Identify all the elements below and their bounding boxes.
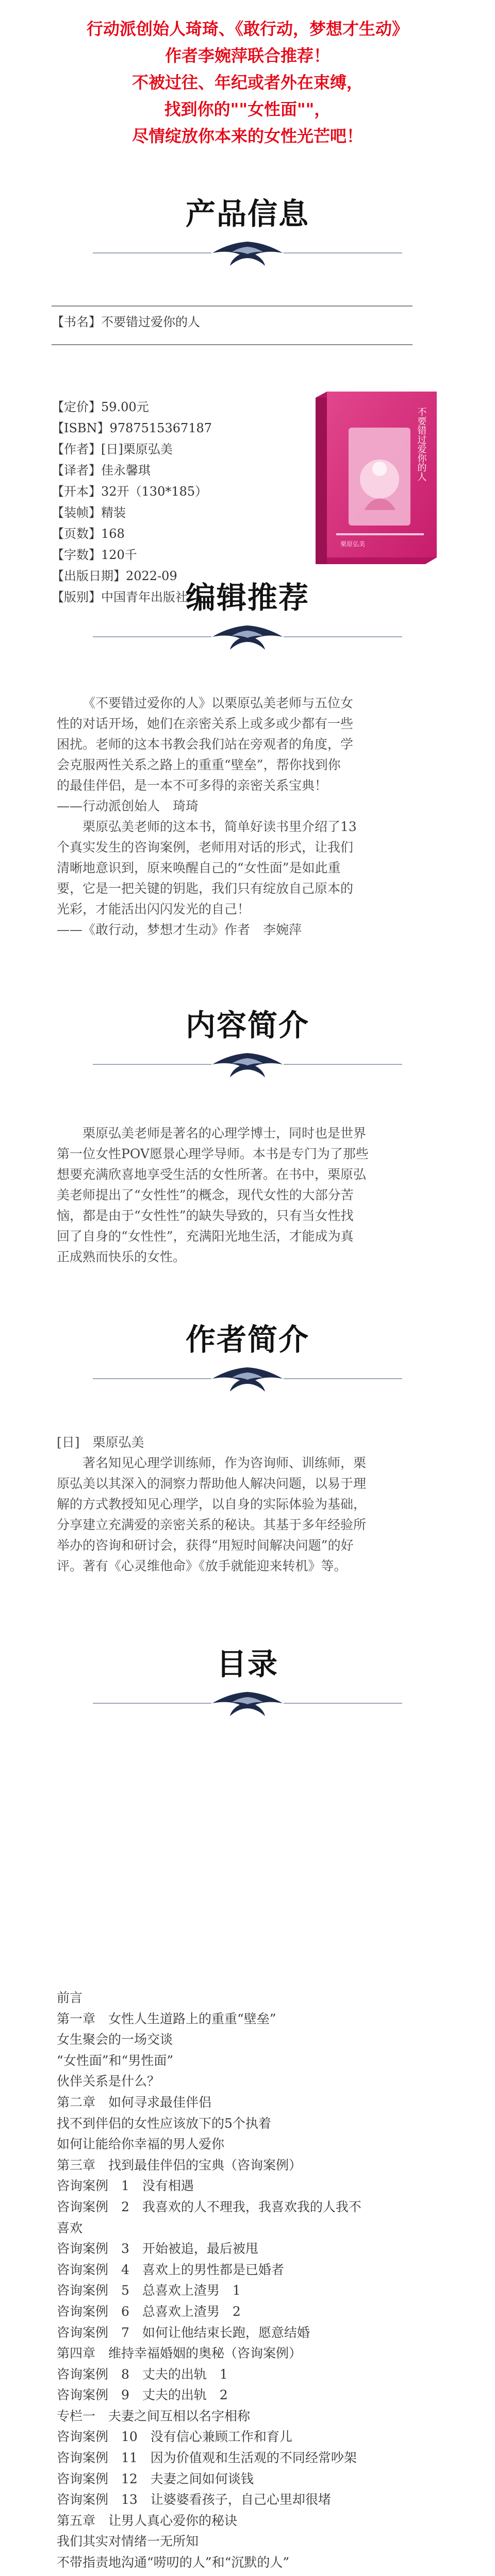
info-row-date: 【出版日期】2022-09 <box>52 569 177 583</box>
toc-item: 第四章 维持幸福婚姻的奥秘（咨询案例） <box>57 2346 302 2361</box>
toc-item: 伙伴关系是什么？ <box>57 2074 160 2089</box>
info-row-binding: 【装帧】精装 <box>52 505 126 520</box>
para-line: 会克服两性关系之路上的重重“壁垒”，帮你找到你 <box>57 757 341 772</box>
toc-item: 第五章 让男人真心爱你的秘诀 <box>57 2513 238 2528</box>
para-line: [日] 栗原弘美 <box>57 1435 144 1450</box>
info-row-publisher: 【版别】中国青年出版社 <box>52 590 188 604</box>
para-line: 第一位女性POV愿景心理学导师。本书是专门为了那些 <box>57 1146 369 1161</box>
section-product-info <box>0 193 495 268</box>
para-line: 想要充满欣喜地享受生活的女性所著。在书中，栗原弘 <box>57 1167 367 1182</box>
author-text <box>57 1432 438 1577</box>
para-line: 栗原弘美老师的这本书，简单好读书里介绍了13 <box>82 819 357 834</box>
section-author <box>0 1319 495 1394</box>
toc-item: 第二章 如何寻求最佳伴侣 <box>57 2094 212 2110</box>
info-row-author: 【作者】[日]栗原弘美 <box>52 442 173 456</box>
wing-divider-icon <box>93 621 402 652</box>
toc-item: 咨询案例 3 开始被追，最后被甩 <box>57 2241 258 2257</box>
book-cover-image <box>316 392 437 564</box>
toc-item: 咨询案例 8 丈夫的出轨 1 <box>57 2366 228 2382</box>
para-line: 评。著有《心灵维他命》《放手就能迎来转机》等。 <box>57 1558 347 1573</box>
summary-text <box>57 1123 438 1267</box>
toc-item: 如何让能给你幸福的男人爱你 <box>57 2137 225 2152</box>
para-line: 个真实发生的咨询案例，老师用对话的形式，让我们 <box>57 840 354 855</box>
para-line: 要，它是一把关键的钥匙，我们只有绽放自己原本的 <box>57 881 354 896</box>
wing-divider-icon <box>93 238 402 268</box>
cover-title: 不要错过爱你的人 <box>416 407 427 481</box>
toc-item: 女生聚会的一场交谈 <box>57 2032 173 2047</box>
wing-divider-icon <box>93 1363 402 1394</box>
info-row-format: 【开本】32开（130*185） <box>52 484 208 499</box>
section-title: 产品信息 <box>185 196 309 231</box>
section-editor-rec <box>0 577 495 652</box>
para-line: 著名知见心理学训练师，作为咨询师、训练师，栗 <box>82 1455 367 1470</box>
info-row-isbn: 【ISBN】9787515367187 <box>52 421 212 435</box>
para-line: 《不要错过爱你的人》以栗原弘美老师与五位女 <box>82 696 354 710</box>
toc-item <box>57 2573 449 2576</box>
toc-list <box>57 1988 449 2576</box>
cover-author: 栗原弘美 <box>340 540 366 548</box>
toc-item: 咨询案例 11 因为价值观和生活观的不同经常吵架 <box>57 2450 357 2466</box>
toc-item: 找不到伴侣的女性应该放下的5个执着 <box>57 2115 271 2131</box>
toc-item: 咨询案例 6 总喜欢上渣男 2 <box>57 2303 241 2319</box>
section-title: 编辑推荐 <box>185 580 309 615</box>
toc-item: 咨询案例 10 没有信心兼顾工作和育儿 <box>57 2429 292 2445</box>
toc-item: 咨询案例 1 没有相遇 <box>57 2178 194 2194</box>
banner-line-1: 行动派创始人琦琦、《敢行动，梦想才生动》 <box>86 19 408 39</box>
section-title: 内容简介 <box>185 1008 309 1043</box>
para-line: 栗原弘美老师是著名的心理学博士，同时也是世界 <box>82 1126 367 1141</box>
para-line: 恼，都是由于“女性性”的缺失导致的，只有当女性找 <box>57 1208 354 1223</box>
toc-item: 咨询案例 13 让婆婆看孩子，自己心里却很堵 <box>57 2492 331 2507</box>
para-line: 分享建立充满爱的亲密关系的秘诀。其基于多年经验所 <box>57 1517 367 1532</box>
info-row-words: 【字数】120千 <box>52 548 137 562</box>
banner-line-3: 不被过往、年纪或者外在束缚， <box>131 73 363 92</box>
section-title: 目录 <box>216 1647 278 1682</box>
toc-item: 咨询案例 12 夫妻之间如何谈钱 <box>57 2471 254 2486</box>
info-row-price: 【定价】59.00元 <box>52 400 149 414</box>
toc-item: 第三章 找到最佳伴侣的宝典（咨询案例） <box>57 2157 302 2173</box>
toc-item: 第一章 女性人生道路上的重重“壁垒” <box>57 2011 276 2026</box>
para-line: 回了自身的“女性性”，充满阳光地生活，才能成为真 <box>57 1229 354 1244</box>
banner-line-2: 作者李婉萍联合推荐！ <box>164 46 330 65</box>
section-title: 作者简介 <box>185 1322 309 1357</box>
toc-item: 咨询案例 2 我喜欢的人不理我，我喜欢我的人我不 <box>57 2199 361 2214</box>
wing-divider-icon <box>93 1049 402 1080</box>
toc-item: 我们其实对情绪一无所知 <box>57 2534 199 2549</box>
banner-line-4: 找到你的""女性面""， <box>164 99 331 119</box>
book-title-row: 【书名】不要错过爱你的人 <box>52 315 200 329</box>
para-line: 解的方式教授知见心理学，以自身的实际体验为基础， <box>57 1497 367 1512</box>
section-summary <box>0 1005 495 1080</box>
promo-banner <box>0 15 495 149</box>
para-line: 正成熟而快乐的女性。 <box>57 1249 186 1264</box>
product-info-list <box>52 397 284 608</box>
editor-rec-text <box>57 693 438 940</box>
toc-item: 咨询案例 5 总喜欢上渣男 1 <box>57 2283 241 2298</box>
toc-item: 咨询案例 7 如何让他结束长跑，愿意结婚 <box>57 2325 310 2340</box>
divider-line <box>52 306 412 307</box>
toc-item: 喜欢 <box>57 2220 83 2235</box>
para-line: 性的对话开场，她们在亲密关系上或多或少都有一些 <box>57 716 354 731</box>
para-line: 困扰。老师的这本书教会我们站在旁观者的角度，学 <box>57 737 354 752</box>
toc-item: 咨询案例 9 丈夫的出轨 2 <box>57 2387 228 2403</box>
divider-line <box>52 344 412 345</box>
para-line: 的最佳伴侣，是一本不可多得的亲密关系宝典！ <box>57 778 328 793</box>
toc-item: 专栏一 夫妻之间互相以名字相称 <box>57 2408 251 2424</box>
para-line: 原弘美以其深入的洞察力帮助他人解决问题，以易于理 <box>57 1476 367 1491</box>
para-line: 光彩，才能活出闪闪发光的自己！ <box>57 902 251 917</box>
para-line: 清晰地意识到，原来唤醒自己的“女性面”是如此重 <box>57 860 341 875</box>
info-row-translator: 【译者】佳永馨琪 <box>52 463 151 478</box>
section-toc <box>0 1643 495 1719</box>
para-line: ——《敢行动，梦想才生动》作者 李婉萍 <box>57 922 302 937</box>
para-line: ——行动派创始人 琦琦 <box>57 799 199 814</box>
info-row-pages: 【页数】168 <box>52 527 125 541</box>
banner-line-5: 尽情绽放你本来的女性光芒吧！ <box>131 126 363 146</box>
para-line: 举办的咨询和研讨会，获得“用短时间解决问题”的好 <box>57 1538 354 1553</box>
toc-item: 咨询案例 4 喜欢上的男性都是已婚者 <box>57 2262 284 2277</box>
toc-item: “女性面”和“男性面” <box>57 2053 174 2068</box>
para-line: 美老师提出了“女性性”的概念，现代女性的大部分苦 <box>57 1188 354 1202</box>
toc-item: 前言 <box>57 1990 83 2005</box>
wing-divider-icon <box>93 1688 402 1719</box>
toc-item: 不带指责地沟通“唠叨的人”和“沉默的人” <box>57 2555 290 2570</box>
